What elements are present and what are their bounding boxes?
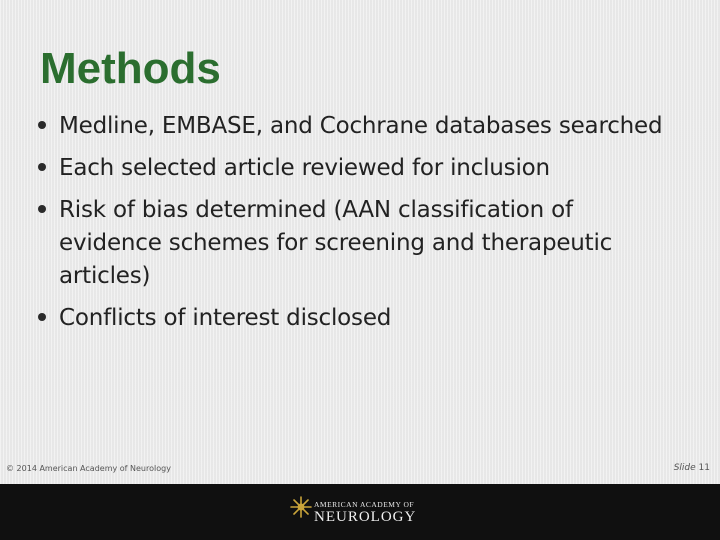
bullet-item (38, 194, 678, 293)
bullet-text: Each selected article reviewed for inclusion (59, 155, 550, 181)
slide-word: Slide (673, 463, 696, 473)
bullet-dot-icon (38, 163, 46, 171)
sunburst-icon (290, 496, 312, 518)
logo-line2: NEUROLOGY (314, 509, 417, 525)
bullet-item (38, 302, 678, 335)
slide-number-label (674, 463, 710, 473)
bullet-list (38, 110, 678, 344)
copyright-notice: © 2014 American Academy of Neurology (6, 464, 171, 473)
bullet-text: Medline, EMBASE, and Cochrane databases searched (59, 113, 663, 139)
slide-title: Methods (40, 44, 221, 93)
bullet-dot-icon (38, 313, 46, 321)
bullet-item (38, 110, 678, 143)
bullet-dot-icon (38, 121, 46, 129)
slide-number: 11 (698, 463, 710, 473)
aan-logo (290, 496, 420, 530)
logo-line1: AMERICAN ACADEMY OF (314, 500, 415, 509)
bullet-item (38, 152, 678, 185)
bullet-text: Risk of bias determined (AAN classification of evidence schemes for screening and therapeutic articles) (59, 197, 613, 289)
bullet-text: Conflicts of interest disclosed (59, 305, 392, 331)
bullet-dot-icon (38, 205, 46, 213)
